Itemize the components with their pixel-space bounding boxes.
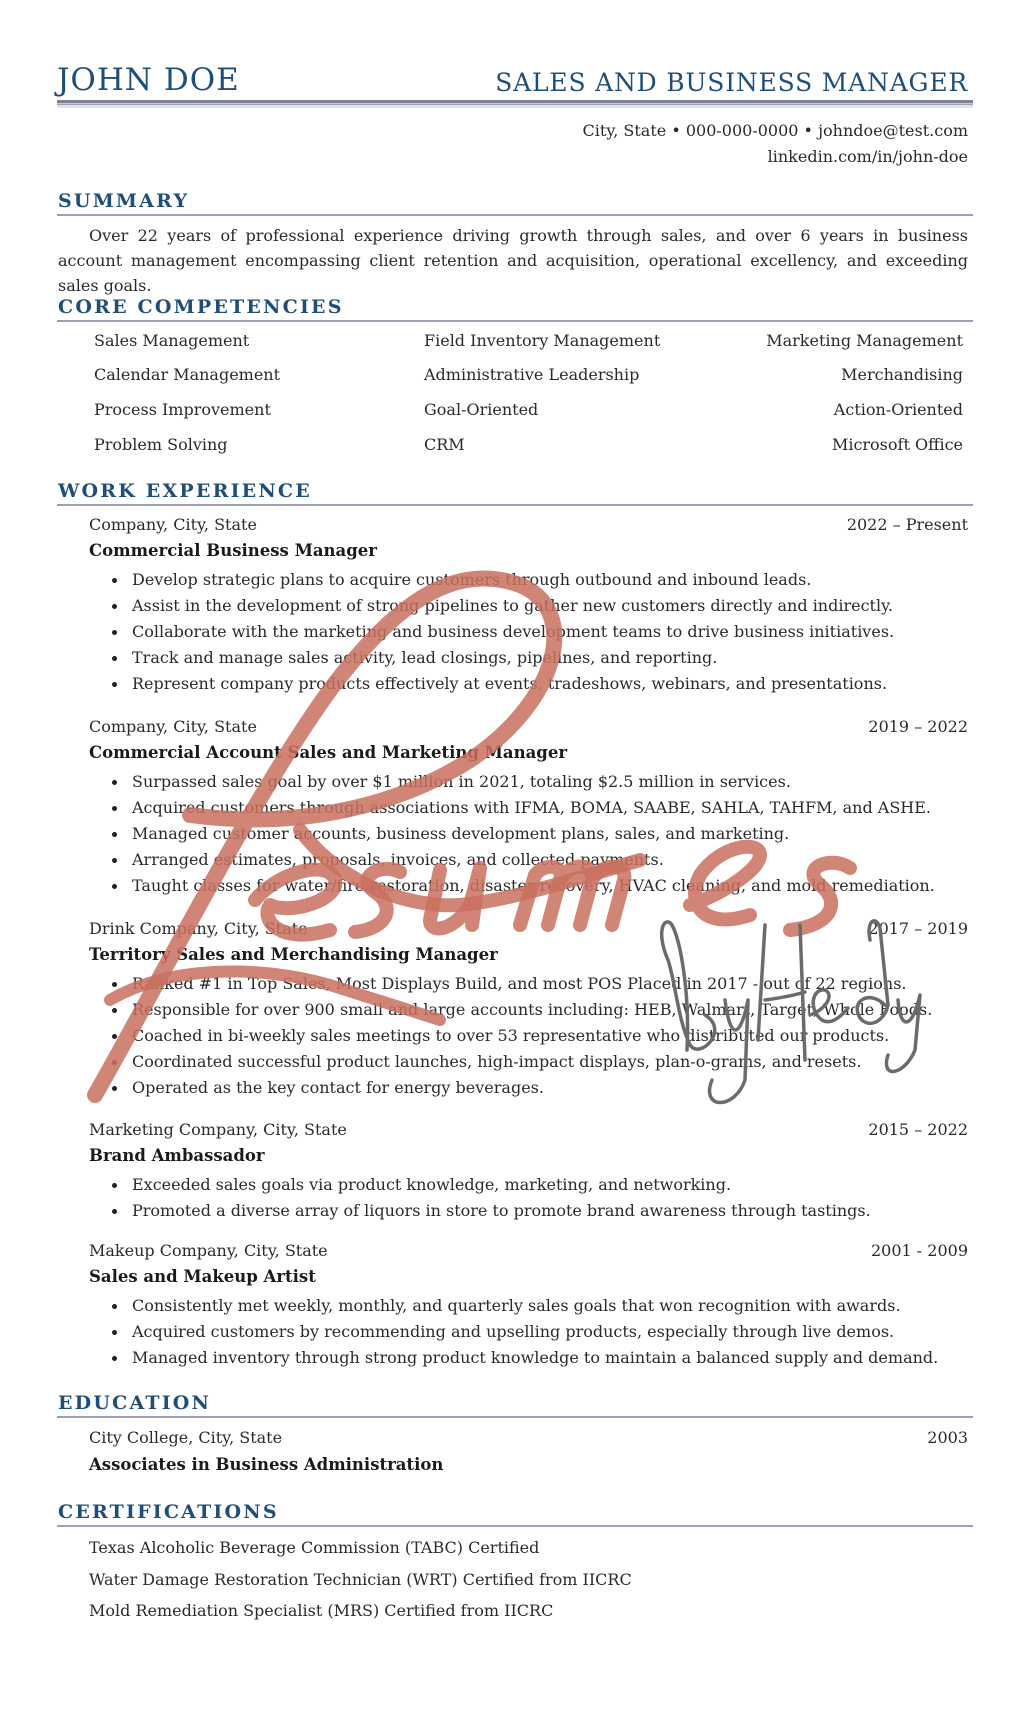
competency-item: Process Improvement <box>94 400 271 419</box>
bullet-item: Develop strategic plans to acquire customers through outbound and inbound leads. <box>112 567 982 593</box>
section-heading-experience: WORK EXPERIENCE <box>58 480 312 502</box>
bullet-dot-icon <box>112 1209 117 1214</box>
certification-item: Water Damage Restoration Technician (WRT) Certified from IICRC <box>89 1570 632 1589</box>
bullet-dot-icon <box>112 656 117 661</box>
job-role: Sales and Makeup Artist <box>89 1267 316 1286</box>
bullet-dot-icon <box>112 806 117 811</box>
bullet-item: Consistently met weekly, monthly, and quarterly sales goals that won recognition with awards. <box>112 1293 982 1319</box>
job-role: Brand Ambassador <box>89 1146 265 1165</box>
job-bullets <box>112 567 982 697</box>
section-heading-competencies: CORE COMPETENCIES <box>58 296 344 318</box>
bullet-item: Taught classes for water/fire restoration, disaster recovery, HVAC cleaning, and mold remediation. <box>112 873 982 899</box>
section-divider <box>57 320 973 322</box>
candidate-title: SALES AND BUSINESS MANAGER <box>495 68 968 97</box>
section-divider <box>57 1416 973 1418</box>
education-year: 2003 <box>927 1428 968 1447</box>
bullet-dot-icon <box>112 1008 117 1013</box>
bullet-dot-icon <box>112 604 117 609</box>
bullet-dot-icon <box>112 1304 117 1309</box>
bullet-item: Collaborate with the marketing and business development teams to drive business initiatives. <box>112 619 982 645</box>
section-divider <box>57 1525 973 1527</box>
job-company: Marketing Company, City, State <box>89 1120 347 1139</box>
bullet-item: Represent company products effectively at events, tradeshows, webinars, and presentations. <box>112 671 982 697</box>
job-dates: 2015 – 2022 <box>868 1120 968 1139</box>
section-heading-education: EDUCATION <box>58 1392 212 1414</box>
bullet-item: Surpassed sales goal by over $1 million in 2021, totaling $2.5 million in services. <box>112 769 982 795</box>
job-company: Company, City, State <box>89 717 257 736</box>
bullet-dot-icon <box>112 1060 117 1065</box>
bullet-dot-icon <box>112 780 117 785</box>
bullet-item: Track and manage sales activity, lead closings, pipelines, and reporting. <box>112 645 982 671</box>
bullet-item: Ranked #1 in Top Sales, Most Displays Build, and most POS Placed in 2017 - out of 22 regions. <box>112 971 982 997</box>
linkedin-url[interactable]: linkedin.com/in/john-doe <box>767 147 968 166</box>
bullet-item: Coordinated successful product launches, high-impact displays, plan-o-grams, and resets. <box>112 1049 982 1075</box>
job-bullets <box>112 1293 982 1371</box>
job-bullets <box>112 971 982 1101</box>
bullet-dot-icon <box>112 982 117 987</box>
job-bullets <box>112 769 982 899</box>
job-role: Commercial Account Sales and Marketing Manager <box>89 743 568 762</box>
certification-item: Texas Alcoholic Beverage Commission (TABC) Certified <box>89 1538 540 1557</box>
section-divider <box>57 214 973 216</box>
bullet-item: Operated as the key contact for energy beverages. <box>112 1075 982 1101</box>
bullet-item: Coached in bi-weekly sales meetings to over 53 representative who distributed our products. <box>112 1023 982 1049</box>
job-dates: 2022 – Present <box>846 515 968 534</box>
competency-item: Merchandising <box>841 365 963 384</box>
job-dates: 2001 - 2009 <box>870 1241 968 1260</box>
certification-item: Mold Remediation Specialist (MRS) Certified from IICRC <box>89 1601 554 1620</box>
bullet-dot-icon <box>112 630 117 635</box>
section-divider <box>57 504 973 506</box>
bullet-dot-icon <box>112 1034 117 1039</box>
competency-item: Administrative Leadership <box>424 365 640 384</box>
bullet-item: Exceeded sales goals via product knowledge, marketing, and networking. <box>112 1172 982 1198</box>
summary-text: Over 22 years of professional experience driving growth through sales, and over 6 years in business account management encompassing client retention and acquisition, operational excellency, and exceeding sales goals. <box>58 226 968 295</box>
competency-item: Sales Management <box>94 331 250 350</box>
candidate-name: JOHN DOE <box>57 62 240 98</box>
bullet-dot-icon <box>112 1330 117 1335</box>
competency-item: Field Inventory Management <box>424 331 661 350</box>
bullet-dot-icon <box>112 884 117 889</box>
header-divider <box>57 100 973 108</box>
competency-item: Goal-Oriented <box>424 400 539 419</box>
competency-item: Microsoft Office <box>831 435 963 454</box>
bullet-dot-icon <box>112 1086 117 1091</box>
bullet-item: Assist in the development of strong pipelines to gather new customers directly and indirectly. <box>112 593 982 619</box>
competency-item: Marketing Management <box>766 331 963 350</box>
competency-item: Calendar Management <box>94 365 281 384</box>
section-heading-summary: SUMMARY <box>58 190 190 212</box>
bullet-dot-icon <box>112 858 117 863</box>
competency-item: Action-Oriented <box>833 400 963 419</box>
job-role: Commercial Business Manager <box>89 541 377 560</box>
education-school: City College, City, State <box>89 1428 283 1447</box>
job-dates: 2017 – 2019 <box>868 919 968 938</box>
bullet-dot-icon <box>112 1183 117 1188</box>
bullet-item: Promoted a diverse array of liquors in store to promote brand awareness through tastings. <box>112 1198 982 1224</box>
bullet-dot-icon <box>112 682 117 687</box>
competency-item: CRM <box>424 435 465 454</box>
education-degree: Associates in Business Administration <box>89 1455 444 1474</box>
job-company: Makeup Company, City, State <box>89 1241 328 1260</box>
bullet-item: Acquired customers by recommending and upselling products, especially through live demos. <box>112 1319 982 1345</box>
bullet-dot-icon <box>112 1356 117 1361</box>
job-dates: 2019 – 2022 <box>868 717 968 736</box>
competency-item: Problem Solving <box>94 435 228 454</box>
bullet-item: Managed customer accounts, business development plans, sales, and marketing. <box>112 821 982 847</box>
job-company: Drink Company, City, State <box>89 919 308 938</box>
bullet-item: Managed inventory through strong product knowledge to maintain a balanced supply and demand. <box>112 1345 982 1371</box>
job-bullets <box>112 1172 982 1224</box>
job-company: Company, City, State <box>89 515 257 534</box>
section-heading-certifications: CERTIFICATIONS <box>58 1501 279 1523</box>
bullet-dot-icon <box>112 832 117 837</box>
bullet-dot-icon <box>112 578 117 583</box>
bullet-item: Responsible for over 900 small and large accounts including: HEB, Walmart, Target, Whole Foods. <box>112 997 982 1023</box>
bullet-item: Acquired customers through associations with IFMA, BOMA, SAABE, SAHLA, TAHFM, and ASHE. <box>112 795 982 821</box>
job-role: Territory Sales and Merchandising Manager <box>89 945 498 964</box>
bullet-item: Arranged estimates, proposals, invoices, and collected payments. <box>112 847 982 873</box>
contact-line: City, State • 000-000-0000 • johndoe@test.com <box>582 121 968 140</box>
